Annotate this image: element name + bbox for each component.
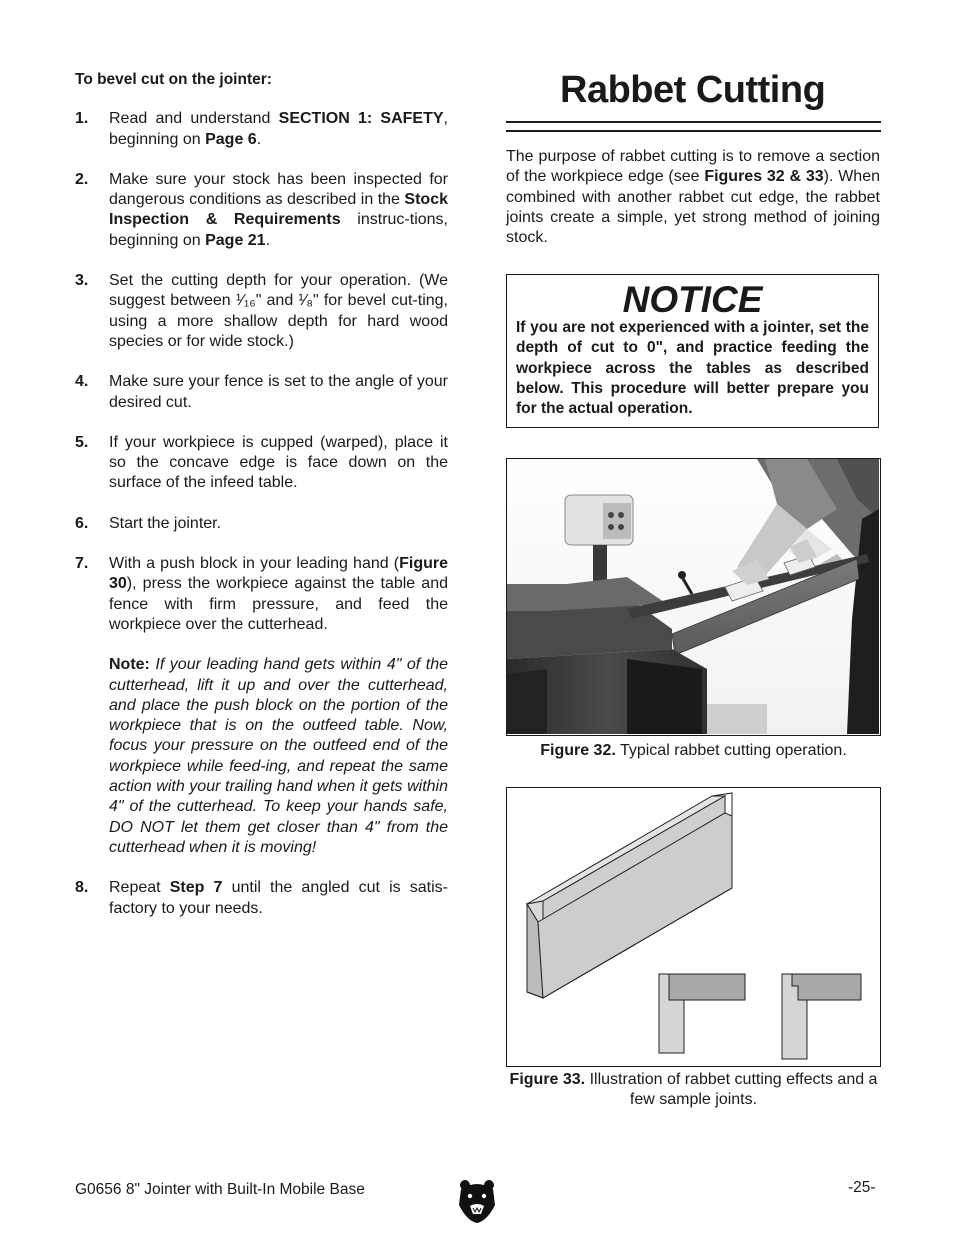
notice-title: NOTICE [622, 279, 763, 320]
figure-33-illustration [506, 787, 881, 1067]
step-number: 4. [75, 373, 89, 391]
step-number: 5. [75, 433, 89, 451]
step-item [75, 514, 448, 534]
step-text: With a push block in your leading hand (Figure 30), press the workpiece against the table and fence with firm pressure, and feed the workpiece over the cutterhead. Note: If your leading hand gets within 4" of the cutterhead, lift it up and over the cutterhead, and place the push block on the portion of the workpiece that is on the outfeed table. Now, focus your pressure on the outfeed end of the workpiece while feed-ing, and repeat the same action with your trailing hand when it gets within 4" of the cutterhead. To keep your hands safe, DO NOT let them get closer than 4" from the cutterhead when it is moving! [109, 554, 448, 858]
title-rule-top [506, 121, 881, 123]
footer-model-title: G0656 8" Jointer with Built-In Mobile Base [75, 1181, 365, 1198]
figure-32-label: Figure 32. [540, 742, 616, 759]
figure-32-text: Typical rabbet cutting operation. [615, 742, 847, 759]
figure-33-label: Figure 33. [509, 1071, 586, 1088]
page-number: -25- [848, 1179, 876, 1196]
steps-list [75, 109, 448, 919]
rabbet-intro-paragraph: The purpose of rabbet cutting is to remove a section of the workpiece edge (see Figures 32 & 33). When combined with another rabbet cut edge, the rabbet joints create a simple, yet strong method of joining stock. [506, 148, 881, 247]
figure-33-text: Illustration of rabbet cutting effects and a few sample joints. [585, 1071, 878, 1109]
step-number: 6. [75, 514, 89, 532]
step-item [75, 271, 448, 352]
step-text: Read and understand SECTION 1: SAFETY, beginning on Page 6. [109, 110, 448, 148]
step-number: 7. [75, 555, 89, 573]
step-text: If your workpiece is cupped (warped), place it so the concave edge is face down on the surface of the infeed table. [109, 433, 448, 492]
step-item [75, 109, 448, 150]
step-text: Make sure your fence is set to the angle of your desired cut. [109, 373, 448, 411]
step-item [75, 433, 448, 494]
step-text: Start the jointer. [109, 514, 222, 532]
notice-box [506, 274, 879, 428]
bevel-cut-heading: To bevel cut on the jointer: [75, 71, 272, 88]
step-number: 3. [75, 272, 89, 290]
step-text: Make sure your stock has been inspected for dangerous conditions as described in the Stock Inspection & Requirements instruc-tions, beginning on Page 21. [109, 170, 448, 249]
step-number: 1. [75, 110, 89, 128]
step-number: 2. [75, 170, 89, 188]
step-number: 8. [75, 879, 89, 897]
rabbet-joints-illustration [507, 788, 879, 1065]
cutterhead-safety-note: Note: If your leading hand gets within 4" of the cutterhead, lift it up and over the cutterhead, and place the push block on the portion of the workpiece that is on the outfeed table. Now, focus your pressure on the outfeed end of the workpiece while feed-ing, and repeat the same action with your trailing hand when it gets within 4" of the cutterhead. To keep your hands safe, DO NOT let them get closer than 4" from the cutterhead when it is moving! [109, 656, 448, 856]
step-item [75, 878, 448, 919]
step-item [75, 554, 448, 858]
jointer-photo-illustration [507, 459, 879, 734]
page-title: Rabbet Cutting [560, 69, 826, 111]
step-text: Repeat Step 7 until the angled cut is satis-factory to your needs. [109, 879, 448, 917]
step-item [75, 170, 448, 251]
figure-32-photo [506, 458, 881, 736]
title-rule-bottom [506, 130, 881, 132]
bear-logo-icon [457, 1179, 497, 1223]
bevel-cut-instructions [75, 70, 448, 939]
notice-text: If you are not experienced with a jointer, set the depth of cut to 0", and practice feeding the workpiece across the tables as described below. This procedure will better prepare you for the actual operation. [516, 319, 869, 418]
figure-32-caption [506, 741, 881, 761]
step-item [75, 372, 448, 413]
figure-33-caption [506, 1070, 881, 1111]
step-text: Set the cutting depth for your operation. (We suggest between ¹⁄₁₆" and ¹⁄₈" for bevel cut-ting, using a more shallow depth for hard wood species or for wide stock.) [109, 272, 448, 350]
